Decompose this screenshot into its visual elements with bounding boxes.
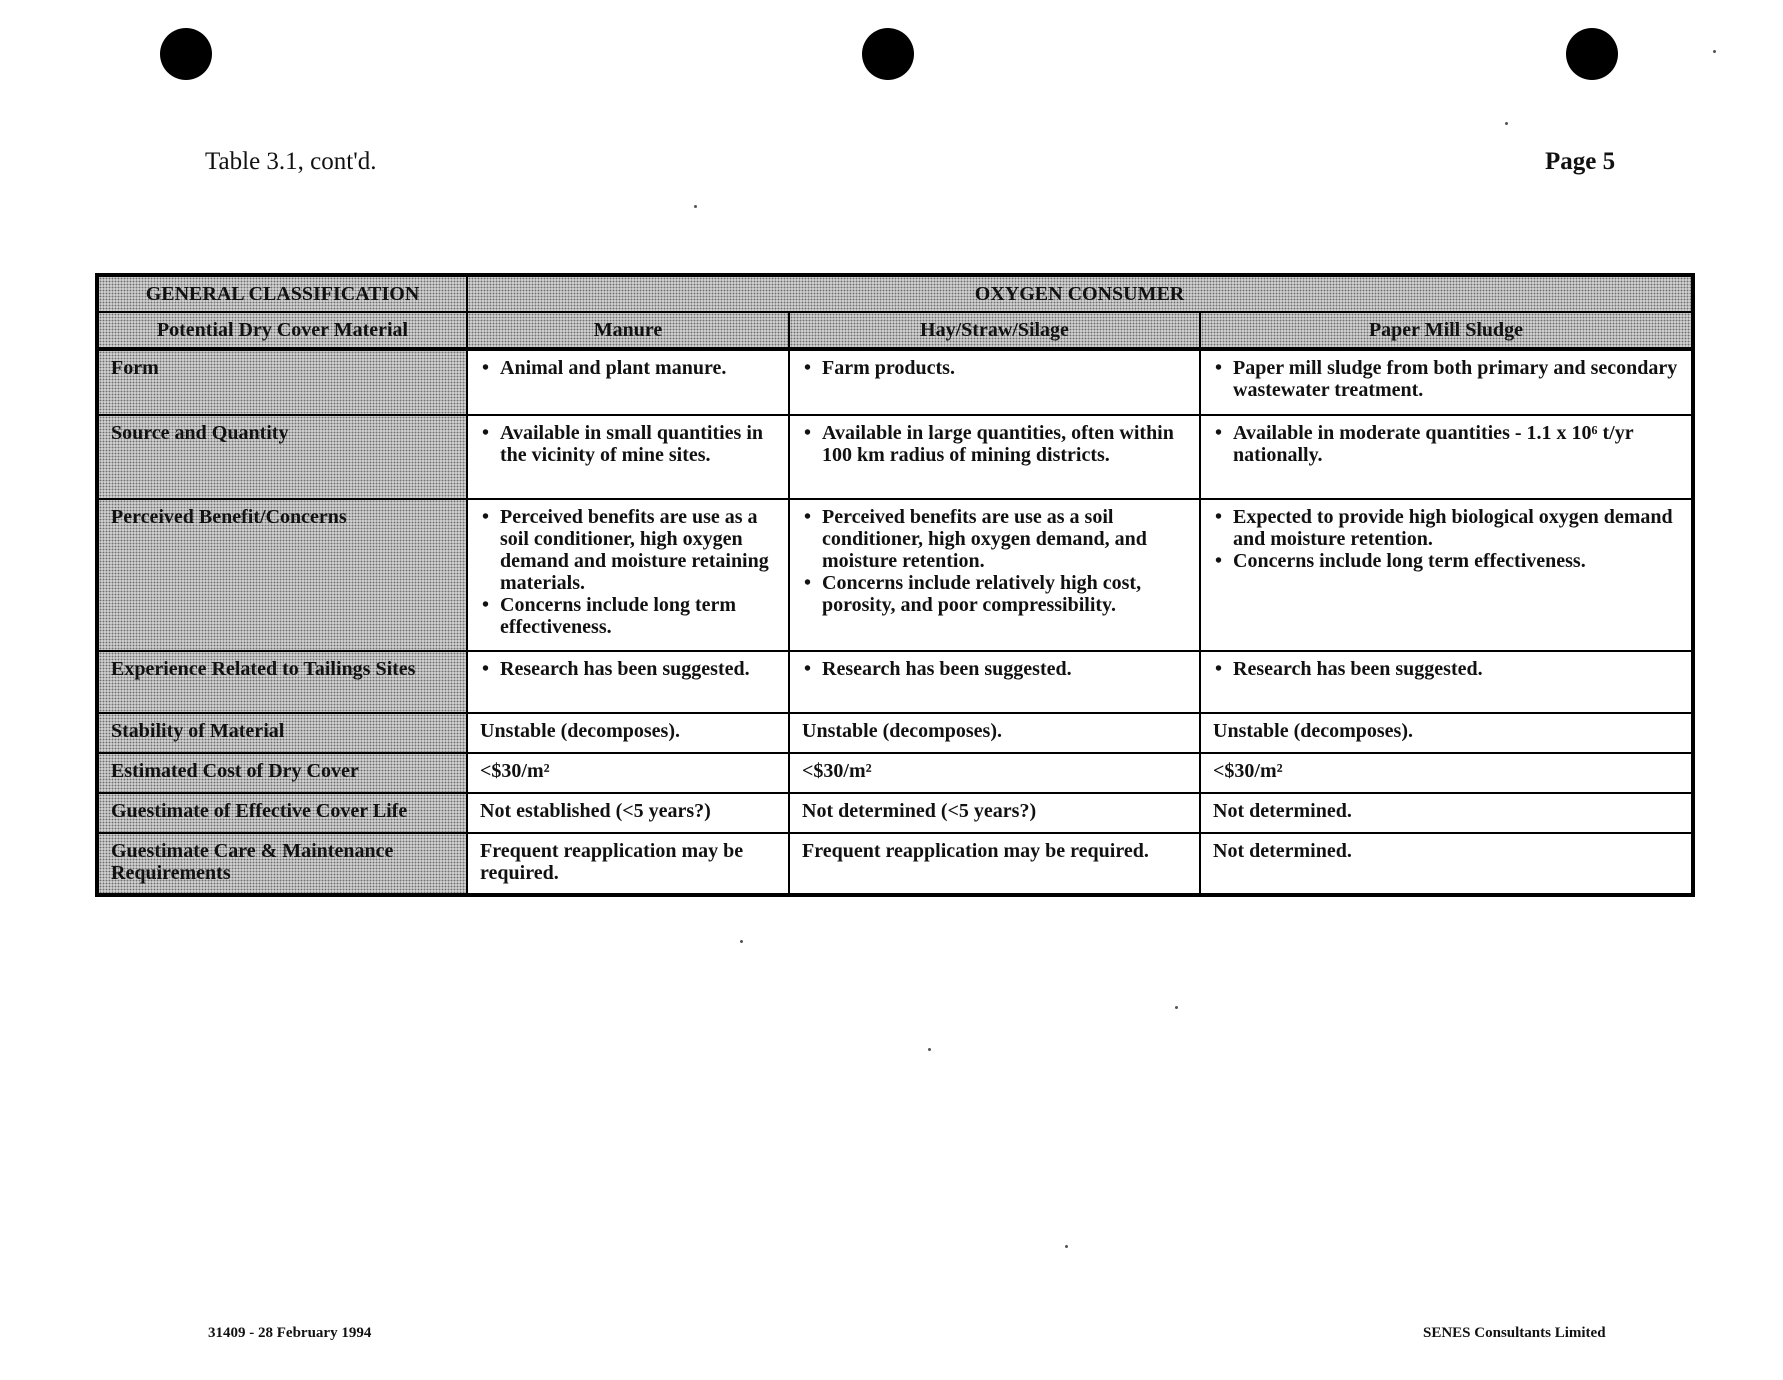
scan-speck <box>1065 1245 1068 1248</box>
oxygen-consumer-header: OXYGEN CONSUMER <box>467 275 1693 312</box>
table-row <box>97 833 1693 895</box>
scan-speck <box>1505 122 1508 125</box>
table-cell <box>789 499 1200 651</box>
binder-hole-right <box>1566 28 1618 80</box>
table-cell: Frequent reapplication may be required. <box>789 833 1200 895</box>
table-cell <box>467 415 789 499</box>
row-label-stability: Stability of Material <box>97 713 467 753</box>
bullet-item: • Paper mill sludge from both primary and secondary wastewater treatment. <box>1233 357 1679 401</box>
table-row <box>97 651 1693 713</box>
row-label-source: Source and Quantity <box>97 415 467 499</box>
table-cell <box>789 415 1200 499</box>
table-row <box>97 415 1693 499</box>
table-cell <box>1200 499 1693 651</box>
table-cell: Not determined. <box>1200 793 1693 833</box>
table-cell: Not determined (<5 years?) <box>789 793 1200 833</box>
dry-cover-table <box>95 273 1695 897</box>
bullet-item: • Expected to provide high biological oxygen demand and moisture retention. <box>1233 506 1679 550</box>
table-cell: <$30/m² <box>1200 753 1693 793</box>
table-row <box>97 499 1693 651</box>
bullet-item: • Available in moderate quantities - 1.1 x 10⁶ t/yr nationally. <box>1233 422 1679 466</box>
scan-speck <box>928 1048 931 1051</box>
table-cell: Not established (<5 years?) <box>467 793 789 833</box>
table-cell: Unstable (decomposes). <box>1200 713 1693 753</box>
scan-speck <box>1175 1006 1178 1009</box>
table-cell <box>1200 349 1693 415</box>
row-label-form: Form <box>97 349 467 415</box>
bullet-item: • Perceived benefits are use as a soil conditioner, high oxygen demand and moisture retaining materials. <box>500 506 776 594</box>
row-label-cover-life: Guestimate of Effective Cover Life <box>97 793 467 833</box>
document-date: 31409 - 28 February 1994 <box>208 1325 372 1341</box>
bullet-item: • Animal and plant manure. <box>500 357 776 379</box>
column-header-manure: Manure <box>467 312 789 349</box>
table-cell <box>467 499 789 651</box>
table-cell <box>1200 415 1693 499</box>
company-name: SENES Consultants Limited <box>1423 1325 1606 1341</box>
scan-speck <box>740 940 743 943</box>
general-classification-header: GENERAL CLASSIFICATION <box>97 275 467 312</box>
row-label-benefit: Perceived Benefit/Concerns <box>97 499 467 651</box>
table-row <box>97 793 1693 833</box>
table-cell <box>467 651 789 713</box>
table-row <box>97 753 1693 793</box>
bullet-item: • Concerns include relatively high cost, porosity, and poor compressibility. <box>822 572 1187 616</box>
bullet-item: • Farm products. <box>822 357 1187 379</box>
table-cell: Unstable (decomposes). <box>789 713 1200 753</box>
material-header: Potential Dry Cover Material <box>97 312 467 349</box>
table-cell <box>467 349 789 415</box>
scan-speck <box>1713 50 1716 53</box>
table-cell: Unstable (decomposes). <box>467 713 789 753</box>
table-cell: <$30/m² <box>467 753 789 793</box>
bullet-item: • Available in small quantities in the vicinity of mine sites. <box>500 422 776 466</box>
table-cell <box>1200 651 1693 713</box>
scan-speck <box>694 205 697 208</box>
row-label-maintenance: Guestimate Care & Maintenance Requirements <box>97 833 467 895</box>
table-cell <box>789 651 1200 713</box>
bullet-item: • Research has been suggested. <box>500 658 776 680</box>
binder-hole-center <box>862 28 914 80</box>
table-cell: Not determined. <box>1200 833 1693 895</box>
column-header-sludge: Paper Mill Sludge <box>1200 312 1693 349</box>
column-header-hay: Hay/Straw/Silage <box>789 312 1200 349</box>
row-label-cost: Estimated Cost of Dry Cover <box>97 753 467 793</box>
table-cell <box>789 349 1200 415</box>
bullet-item: • Concerns include long term effectiveness. <box>500 594 776 638</box>
table-cell: Frequent reapplication may be required. <box>467 833 789 895</box>
bullet-item: • Perceived benefits are use as a soil conditioner, high oxygen demand, and moisture retention. <box>822 506 1187 572</box>
bullet-item: • Research has been suggested. <box>1233 658 1679 680</box>
table-cell: <$30/m² <box>789 753 1200 793</box>
bullet-item: • Concerns include long term effectiveness. <box>1233 550 1679 572</box>
bullet-item: • Available in large quantities, often within 100 km radius of mining districts. <box>822 422 1187 466</box>
bullet-item: • Research has been suggested. <box>822 658 1187 680</box>
table-row <box>97 349 1693 415</box>
binder-hole-left <box>160 28 212 80</box>
table-row <box>97 713 1693 753</box>
row-label-experience: Experience Related to Tailings Sites <box>97 651 467 713</box>
page-number: Page 5 <box>1545 148 1616 175</box>
table-reference: Table 3.1, cont'd. <box>205 148 377 175</box>
